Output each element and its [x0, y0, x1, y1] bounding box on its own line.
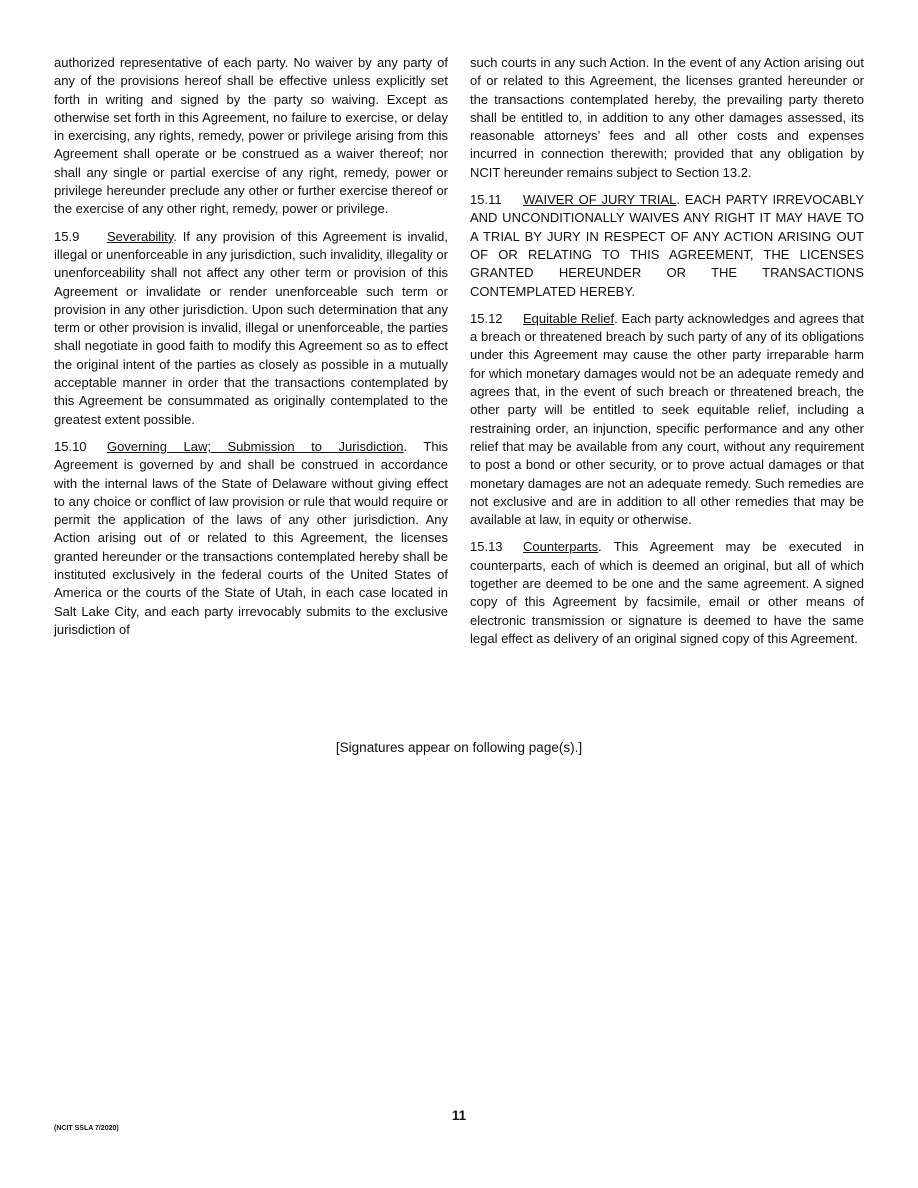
section-15-13	[470, 538, 864, 648]
continuation-paragraph: such courts in any such Action. In the event of any Action arising out of or related to this Agreement, the licenses granted hereunder or the transactions contemplated hereby, the prevailing party thereto shall be entitled to, in addition to any other damages assessed, its reasonable attorneys’ fees and all other costs and expenses incurred in connection therewith; provided that any obligation by NCIT hereunder remains subject to Section 13.2.	[470, 55, 864, 180]
section-heading: Equitable Relief	[523, 310, 615, 326]
section-15-11	[470, 191, 864, 301]
section-number: 15.9	[54, 228, 80, 244]
page-number: 11	[451, 1108, 467, 1123]
section-heading: WAIVER OF JURY TRIAL	[523, 192, 677, 208]
section-number: 15.10	[54, 438, 87, 454]
section-body: . EACH PARTY IRREVOCABLY AND UNCONDITIONALLY WAIVES ANY RIGHT IT MAY HAVE TO A TRIAL BY JURY IN RESPECT OF ANY ACTION ARISING OUT OF OR RELATING TO THIS AGREEMENT, THE LICENSES GRANTED HEREUNDER OR THE TRANSACTIONS CONTEMPLATED HEREBY.	[470, 192, 864, 299]
section-body: . This Agreement may be executed in counterparts, each of which is deemed an original, but all of which together are deemed to be one and the same agreement. A signed copy of this Agreement by facsimile, email or other means of electronic transmission or signature is deemed to have the same legal effect as delivery of an original signed copy of this Agreement.	[470, 539, 864, 646]
section-15-9	[54, 228, 448, 429]
continuation-paragraph: authorized representative of each party. No waiver by any party of any of the provisions hereof shall be effective unless explicitly set forth in writing and signed by the party so waiving. Except as otherwise set forth in this Agreement, no failure to exercise, or delay in exercising, any rights, remedy, power or privilege arising from this Agreement shall operate or be construed as a waiver thereof; nor shall any single or partial exercise of any right, remedy, power or privilege hereunder preclude any other or further exercise thereof or the exercise of any other right, remedy, power or privilege.	[54, 55, 448, 217]
section-body: . If any provision of this Agreement is invalid, illegal or unenforceable in any jurisdiction, such invalidity, illegality or unenforceability shall not affect any other term or provision of this Agreement or invalidate or render unenforceable such term or provision in any other jurisdiction. Upon such determination that any term or other provision is invalid, illegal or unenforceable, the parties shall negotiate in good faith to modify this Agreement so as to effect the original intent of the parties as closely as possible in a mutually acceptable manner in order that the transactions contemplated by this Agreement be consummated as originally contemplated to the greatest extent possible.	[54, 228, 448, 427]
section-heading: Counterparts	[523, 539, 599, 555]
section-body: . Each party acknowledges and agrees that a breach or threatened breach by such party of any of its obligations under this Agreement may cause the other party irreparable harm for which monetary damages would not be an adequate remedy and agrees that, in the event of such breach or threatened breach, the other party will be entitled to seek equitable relief, including a restraining order, an injunction, specific performance and any other relief that may be available from any court, without any requirement to post a bond or other security, or to prove actual damages or that monetary damages are not an adequate remedy. Such remedies are not exclusive and are in addition to all other remedies that may be available at law, in equity or otherwise.	[470, 310, 865, 528]
right-column	[470, 54, 864, 657]
section-number: 15.11	[470, 192, 502, 208]
footer-document-code: (NCIT SSLA 7/2020)	[54, 1125, 119, 1132]
section-15-12	[470, 310, 864, 530]
section-number: 15.12	[470, 310, 503, 326]
section-heading: Severability	[107, 228, 174, 244]
section-body: . This Agreement is governed by and shall be construed in accordance with the internal laws of the State of Delaware without giving effect to any choice or conflict of law provision or rule that would require or permit the application of the laws of any other jurisdiction. Any Action arising out of or related to this Agreement, the licenses granted hereunder or the transactions contemplated hereby shall be instituted exclusively in the federal courts of the United States of America or the courts of the State of Utah, in each case located in Salt Lake City, and each party irrevocably submits to the exclusive jurisdiction of	[54, 438, 448, 637]
section-number: 15.13	[470, 539, 503, 555]
section-15-10	[54, 438, 448, 639]
signature-note: [Signatures appear on following page(s).]	[335, 740, 583, 755]
section-heading: Governing Law; Submission to Jurisdiction	[107, 438, 404, 454]
left-column	[54, 54, 448, 648]
